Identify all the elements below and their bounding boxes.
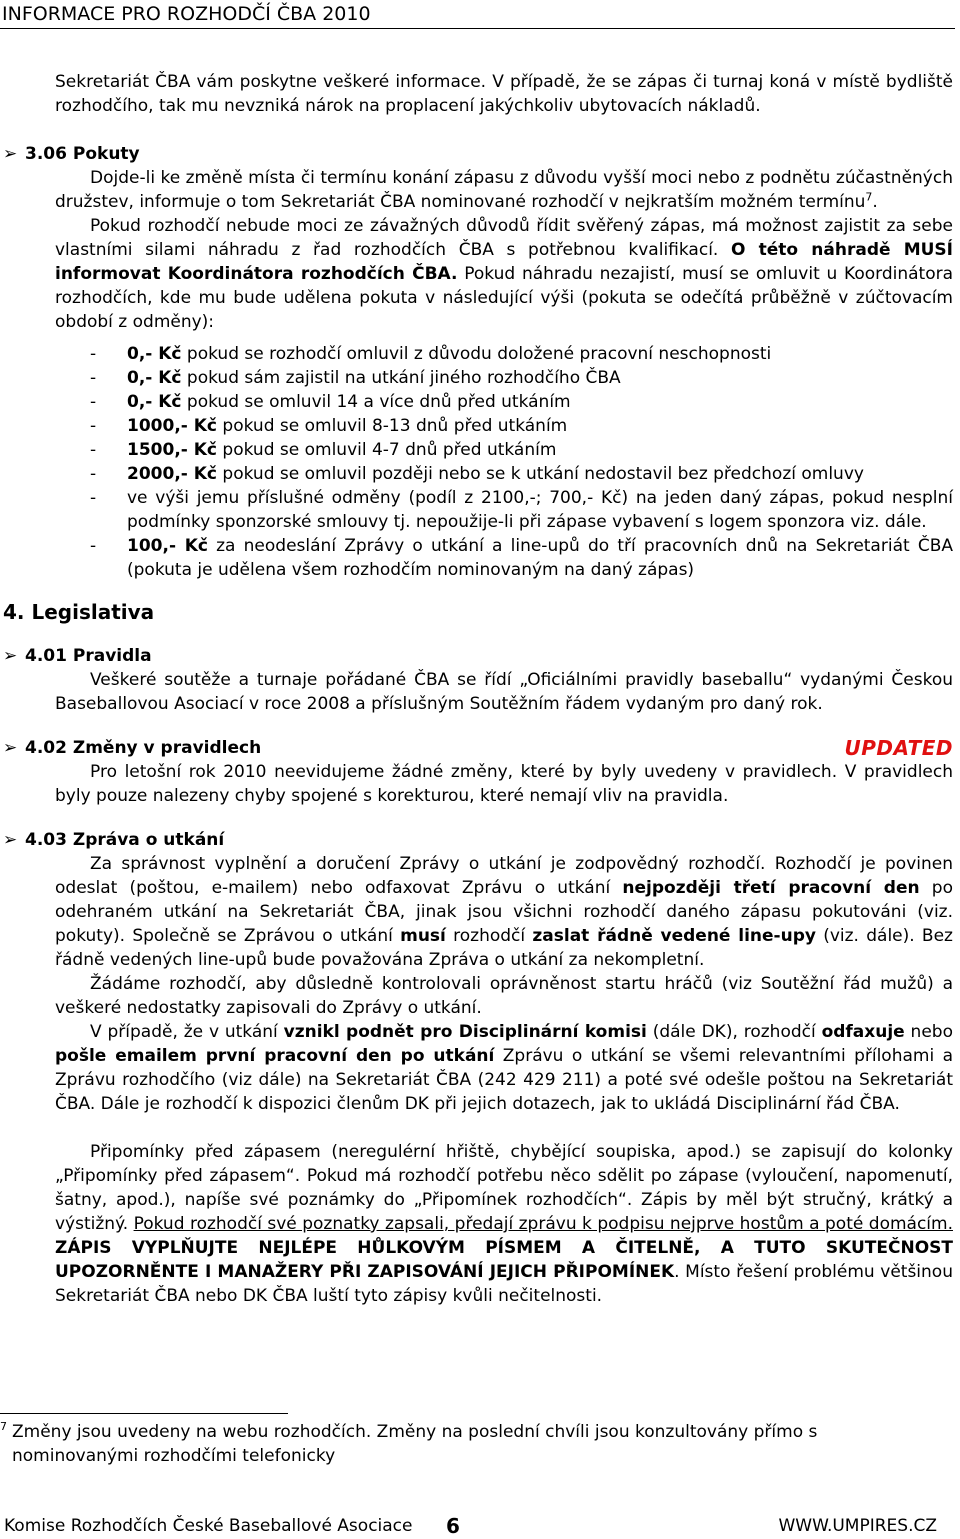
paragraph-underlined: Pokud rozhodčí své poznatky zapsali, předají zprávu k podpisu nejprve hostům a poté domácím. bbox=[133, 1214, 953, 1234]
section-4-02-heading bbox=[3, 736, 953, 760]
section-title: Pravidla bbox=[72, 646, 152, 666]
paragraph-bold: ZÁPIS VYPLŇUJTE NEJLÉPE HŮLKOVÝM PÍSMEM A ČITELNĚ, A TUTO SKUTEČNOST UPOZORNĚNTE I MANAŽERY PŘI ZAPISOVÁNÍ JEJICH PŘIPOMÍNEK bbox=[55, 1238, 953, 1282]
footer-organization: Komise Rozhodčích České Baseballové Asociace bbox=[4, 1516, 413, 1536]
updated-badge: UPDATED bbox=[844, 736, 953, 760]
fine-amount: 0,- Kč bbox=[127, 344, 182, 364]
list-dash: - bbox=[90, 392, 97, 412]
report-paragraph-4 bbox=[55, 1140, 953, 1308]
footnote-separator bbox=[0, 1413, 288, 1414]
footer-website[interactable]: WWW.UMPIRES.CZ bbox=[778, 1516, 937, 1536]
paragraph-text: Zprávu o utkání se všemi relevantními přílohami a Zprávu rozhodčího (viz dále) na Sekretariát ČBA (242 429 211) a poté své odešle poštou na Sekretariát ČBA. Dále je rozhodčí k dispozici členům DK při jejich dotazech, jak to ukládá Disciplinární řád ČBA. bbox=[55, 1046, 954, 1114]
footnote-ref[interactable]: 7 bbox=[865, 190, 873, 204]
paragraph-bold: pošle emailem první pracovní den po utkání bbox=[55, 1046, 495, 1066]
chapter-4-heading: 4. Legislativa bbox=[3, 600, 155, 624]
paragraph-bold: O této náhradě MUSÍ informovat Koordinátora rozhodčích ČBA. bbox=[55, 240, 953, 284]
fine-amount: 0,- Kč bbox=[127, 392, 182, 412]
section-number: 3.06 bbox=[25, 144, 67, 164]
list-item bbox=[90, 342, 953, 366]
list-item bbox=[90, 414, 953, 438]
fine-amount: 1500,- Kč bbox=[127, 440, 217, 460]
fine-amount: 1000,- Kč bbox=[127, 416, 217, 436]
section-4-03-heading bbox=[3, 828, 953, 852]
fine-amount: 100,- Kč bbox=[127, 536, 208, 556]
list-dash: - bbox=[90, 368, 97, 388]
paragraph-text: . Místo řešení problému většinou Sekretariát ČBA nebo DK ČBA luští tyto zápisy kvůli nečitelnosti. bbox=[55, 1262, 953, 1306]
paragraph-bold: zaslat řádně vedené line-upy bbox=[532, 926, 816, 946]
section-title: Změny v pravidlech bbox=[72, 738, 262, 758]
list-item bbox=[90, 366, 953, 390]
list-dash: - bbox=[90, 344, 97, 364]
paragraph-text: nebo bbox=[904, 1022, 953, 1042]
list-dash: - bbox=[90, 488, 97, 508]
list-dash: - bbox=[90, 440, 97, 460]
fine-amount: 2000,- Kč bbox=[127, 464, 217, 484]
page-header bbox=[0, 0, 955, 29]
paragraph-text: Připomínky před zápasem (neregulérní hřiště, chybějící soupiska, apod.) se zapisují do kolonky „Připomínky před zápasem“. Pokud má rozhodčí potřebu něco sdělit po zápase (vyloučení, napomenutí, šatny, apod.), napíše své poznámky do „Připomínek rozhodčích“. Zápis by měl být stručný, krátký a výstižný. bbox=[55, 1142, 953, 1234]
footnote-text: Změny jsou uvedeny na webu rozhodčích. Změny na poslední chvíli jsou konzultovány přímo s nominovanými rozhodčími telefonicky bbox=[12, 1422, 818, 1466]
section-number: 4.02 bbox=[25, 738, 67, 758]
paragraph-end: . bbox=[872, 192, 878, 212]
paragraph-text: Za správnost vyplnění a doručení Zprávy o utkání je zodpovědný rozhodčí. Rozhodčí je povinen odeslat (poštou, e-mailem) nebo odfaxovat Zprávu o utkání bbox=[55, 854, 953, 898]
section-title: Pokuty bbox=[72, 144, 140, 164]
fine-text: pokud se omluvil 4-7 dnů před utkáním bbox=[217, 440, 557, 460]
fines-paragraph-1 bbox=[55, 166, 953, 214]
paragraph-bold: musí bbox=[400, 926, 446, 946]
report-paragraph-3 bbox=[55, 1020, 953, 1116]
list-item bbox=[90, 462, 953, 486]
rules-paragraph: Veškeré soutěže a turnaje pořádané ČBA se řídí „Oficiálními pravidly baseballu“ vydanými Českou Baseballovou Asociací v roce 2008 a příslušným Soutěžním řádem vydaným pro daný rok. bbox=[55, 670, 953, 714]
fine-text: pokud se omluvil 8-13 dnů před utkáním bbox=[217, 416, 568, 436]
report-paragraph-1 bbox=[55, 852, 953, 972]
paragraph-text: rozhodčí bbox=[445, 926, 533, 946]
paragraph-bold: nejpozději třetí pracovní den bbox=[622, 878, 920, 898]
fine-text: pokud se omluvil 14 a více dnů před utkáním bbox=[181, 392, 571, 412]
list-item bbox=[90, 390, 953, 414]
section-title: Zpráva o utkání bbox=[72, 830, 225, 850]
list-dash: - bbox=[90, 416, 97, 436]
arrowhead-bullet-icon: ➢ bbox=[3, 738, 18, 758]
arrowhead-bullet-icon: ➢ bbox=[3, 144, 18, 164]
section-3-06-heading bbox=[3, 142, 953, 166]
footnote-number: 7 bbox=[0, 1420, 7, 1433]
fine-text: za neodeslání Zprávy o utkání a line-upů do tří pracovních dnů na Sekretariát ČBA (pokuta je udělena všem rozhodčím nominovaným na daný zápas) bbox=[127, 536, 953, 580]
page-footer bbox=[0, 1514, 955, 1539]
arrowhead-bullet-icon: ➢ bbox=[3, 646, 18, 666]
list-dash: - bbox=[90, 464, 97, 484]
intro-paragraph: Sekretariát ČBA vám poskytne veškeré informace. V případě, že se zápas či turnaj koná v místě bydliště rozhodčího, tak mu nevzniká nárok na proplacení jakýchkoliv ubytovacích nákladů. bbox=[55, 72, 953, 116]
arrowhead-bullet-icon: ➢ bbox=[3, 830, 18, 850]
list-item bbox=[90, 438, 953, 462]
section-number: 4.01 bbox=[25, 646, 67, 666]
list-item bbox=[90, 486, 953, 534]
fine-text: ve výši jemu příslušné odměny (podíl z 2100,-; 700,- Kč) na jeden daný zápas, pokud nesplní podmínky sponzorské smlouvy tj. nepoužije-li při zápase vybavení s logem sponzora viz. dále. bbox=[127, 488, 953, 532]
fine-text: pokud sám zajistil na utkání jiného rozhodčího ČBA bbox=[181, 368, 621, 388]
paragraph-text: (dále DK), rozhodčí bbox=[646, 1022, 822, 1042]
paragraph-text: (viz. dále). Bez řádně vedených line-upů bude považována Zpráva o utkání za nekompletní. bbox=[55, 926, 953, 970]
fine-text: pokud se rozhodčí omluvil z důvodu doložené pracovní neschopnosti bbox=[181, 344, 772, 364]
section-number: 4.03 bbox=[25, 830, 67, 850]
paragraph-text: Dojde-li ke změně místa či termínu konání zápasu z důvodu vyšší moci nebo z podnětu zúčastněných družstev, informuje o tom Sekretariát ČBA nominované rozhodčí v nejkratším možném termínu bbox=[55, 168, 953, 212]
paragraph-text: po odehraném utkání na Sekretariát ČBA, jinak jsou všichni rozhodčí daného zápasu pokutováni (viz. pokuty). Společně se Zprávou o utkání bbox=[55, 878, 953, 946]
paragraph-bold: odfaxuje bbox=[821, 1022, 905, 1042]
document-body bbox=[3, 70, 954, 1308]
list-dash: - bbox=[90, 536, 97, 556]
paragraph-text: Pokud náhradu nezajistí, musí se omluvit u Koordinátora rozhodčích, kde mu bude udělena pokuta v následující výši (pokuta se odečítá průběžně v zúčtovacím období z odměny): bbox=[55, 264, 953, 332]
fines-paragraph-2 bbox=[55, 214, 953, 334]
header-title: INFORMACE PRO ROZHODČÍ ČBA 2010 bbox=[2, 3, 371, 25]
paragraph-text: V případě, že v utkání bbox=[90, 1022, 284, 1042]
footnote bbox=[0, 1420, 940, 1468]
page-number: 6 bbox=[446, 1514, 460, 1538]
paragraph-text: Pokud rozhodčí nebude moci ze závažných důvodů řídit svěřený zápas, má možnost zajistit za sebe vlastními silami náhradu z řad rozhodčích ČBA s potřebnou kvalifikací. bbox=[55, 216, 953, 260]
fines-list bbox=[55, 342, 953, 582]
report-paragraph-2: Žádáme rozhodčí, aby důsledně kontrolovali oprávněnost startu hráčů (viz Soutěžní řád mužů) a veškeré nedostatky zapisovali do Zprávy o utkání. bbox=[55, 974, 953, 1018]
rule-changes-paragraph: Pro letošní rok 2010 neevidujeme žádné změny, které by byly uvedeny v pravidlech. V pravidlech byly pouze nalezeny chyby spojené s korekturou, které nemají vliv na pravidla. bbox=[55, 762, 953, 806]
list-item bbox=[90, 534, 953, 582]
fine-text: pokud se omluvil později nebo se k utkání nedostavil bez předchozí omluvy bbox=[217, 464, 864, 484]
fine-amount: 0,- Kč bbox=[127, 368, 182, 388]
section-4-01-heading bbox=[3, 644, 953, 668]
paragraph-bold: vznikl podnět pro Disciplinární komisi bbox=[283, 1022, 647, 1042]
